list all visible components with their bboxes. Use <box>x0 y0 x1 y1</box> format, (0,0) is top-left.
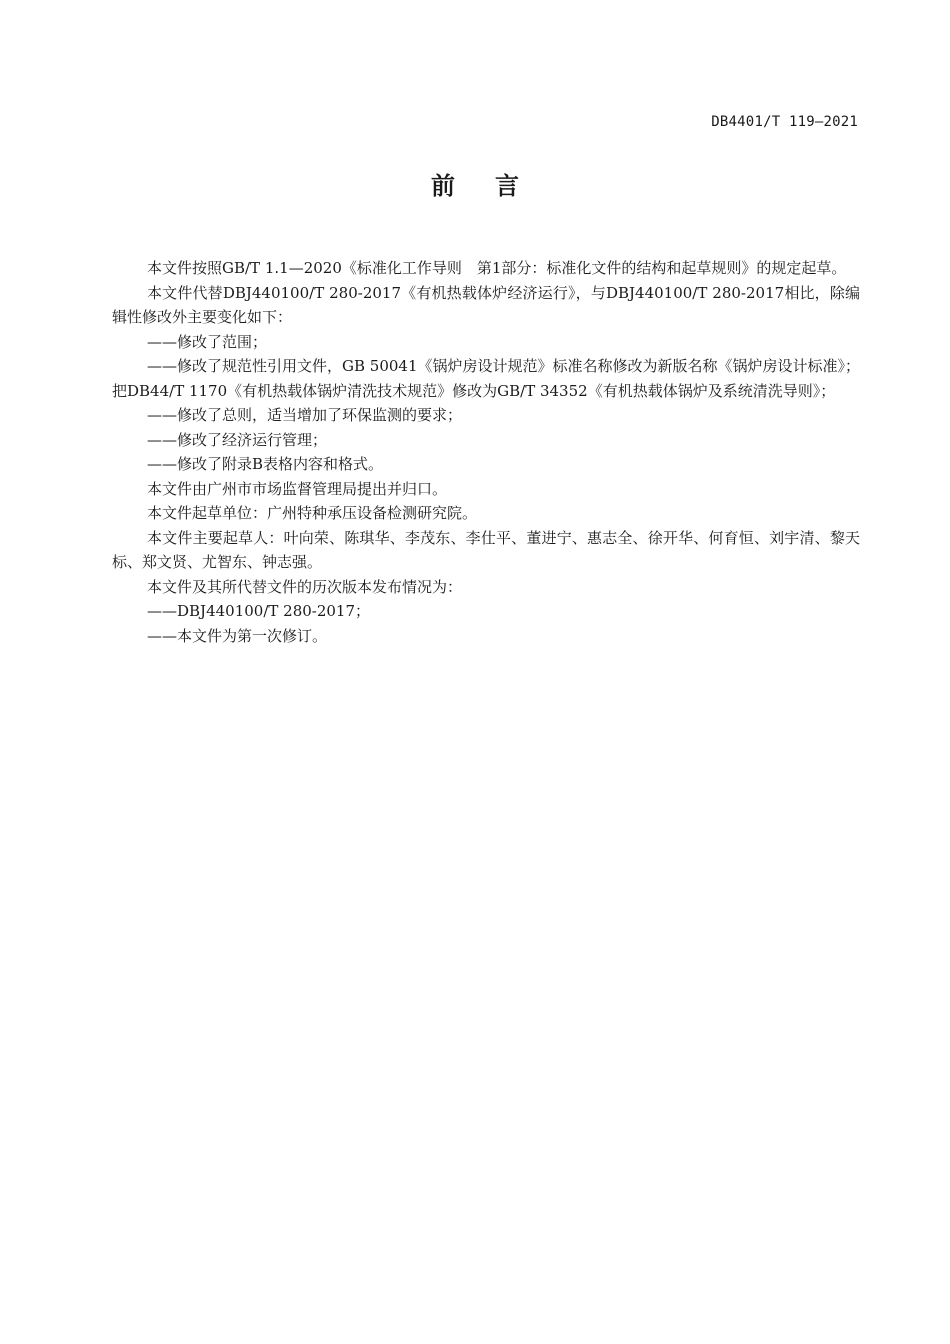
list-item: ——修改了范围； <box>147 332 268 351</box>
list-item: ——修改了附录B表格内容和格式。 <box>147 455 384 473</box>
paragraph: 本文件主要起草人：叶向荣、陈琪华、李茂东、李仕平、董进宁、惠志全、徐开华、何育恒、刘宇清、黎天标、郑文贤、尤智东、钟志强。 <box>112 528 860 571</box>
paragraph: 本文件按照GB/T 1.1—2020《标准化工作导则 第1部分：标准化文件的结构和起草规则》的规定起草。 <box>147 259 847 277</box>
list-item: ——修改了经济运行管理； <box>147 430 328 449</box>
paragraph: 本文件及其所代替文件的历次版本发布情况为： <box>147 577 463 596</box>
list-item: ——修改了规范性引用文件，GB 50041《锅炉房设计规范》标准名称修改为新版名称《锅炉房设计标准》；把DB44/T 1170《有机热载体锅炉清洗技术规范》修改为GB/T 34352《有机热载体锅炉及系统清洗导则》； <box>112 357 860 400</box>
document-body <box>112 256 860 648</box>
paragraph: 本文件代替DBJ440100/T 280-2017《有机热载体炉经济运行》，与DBJ440100/T 280-2017相比，除编辑性修改外主要变化如下： <box>112 283 860 326</box>
list-item: ——修改了总则，适当增加了环保监测的要求； <box>147 406 463 424</box>
list-item: ——本文件为第一次修订。 <box>147 626 328 645</box>
paragraph: 本文件由广州市市场监督管理局提出并归口。 <box>147 479 448 498</box>
paragraph: 本文件起草单位：广州特种承压设备检测研究院。 <box>147 504 478 522</box>
document-code: DB4401/T 119—2021 <box>711 114 858 130</box>
list-item: ——DBJ440100/T 280-2017； <box>147 602 371 620</box>
page-title: 前言 <box>431 172 559 200</box>
